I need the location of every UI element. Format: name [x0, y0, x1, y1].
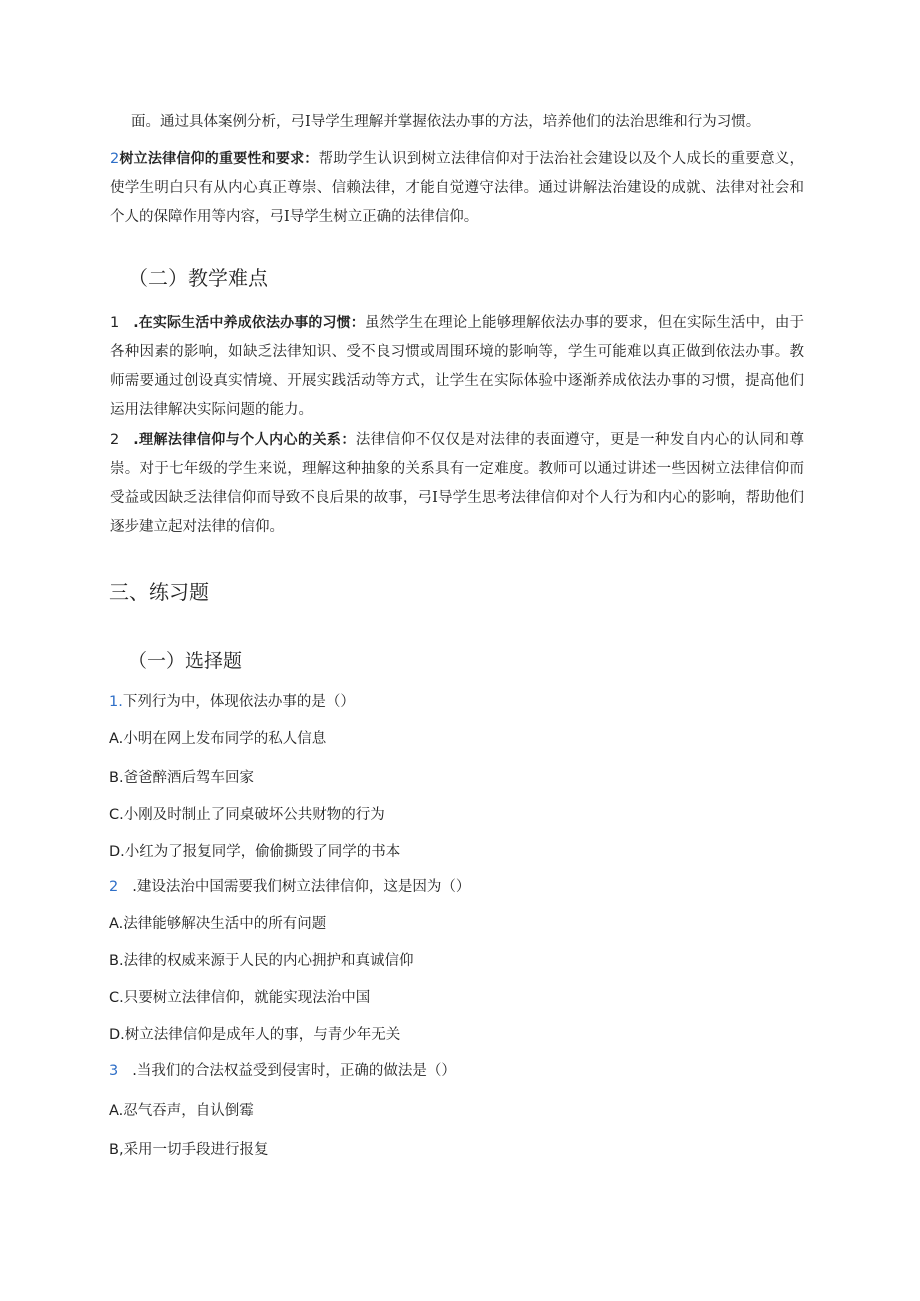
- option-letter: D.: [109, 1027, 125, 1043]
- point-2-body: 帮助学生认识到树立法律信仰对于法治社会建设以及个人成长的重要意义，使学生明白只有从内心真正尊崇、信赖法律，才能自觉遵守法律。通过讲解法治建设的成就、法律对社会和个人的保障作用等内容，弓I导学生树立正确的法律信仰。: [110, 151, 805, 225]
- option-letter: B,: [109, 1142, 124, 1158]
- question-2-stem: .建设法治中国需要我们树立法律信仰，这是因为（）: [132, 879, 471, 895]
- question-2-option-c: [109, 984, 370, 1013]
- question-3-stem: .当我们的合法权益受到侵害时，正确的做法是（）: [132, 1063, 456, 1079]
- option-text: 法律的权威来源于人民的内心拥护和真诚信仰: [123, 953, 414, 969]
- option-letter: A.: [109, 1103, 124, 1119]
- question-2-option-a: [109, 910, 326, 939]
- option-letter: C.: [109, 807, 124, 823]
- option-letter: D.: [109, 844, 125, 860]
- question-1-stem-line: [109, 688, 355, 717]
- question-3-option-a: [109, 1097, 254, 1126]
- option-text: 爸爸醉酒后驾车回家: [123, 770, 255, 786]
- difficulty-item-1-body: 虽然学生在理论上能够理解依法办事的要求，但在实际生活中，由于各种因素的影响，如缺乏法律知识、受不良习惯或周围环境的影响等，学生可能难以真正做到依法办事。教师需要通过创设真实情境、开展实践活动等方式，让学生在实际体验中逐渐养成依法办事的习惯，提高他们运用法律解决实际问题的能力。: [110, 315, 804, 418]
- question-2-option-b: [109, 947, 414, 976]
- option-text: 忍气吞声，自认倒霉: [123, 1103, 254, 1119]
- option-letter: C.: [109, 990, 124, 1006]
- option-text: 小红为了报复同学，偷偷撕毁了同学的书本: [124, 844, 401, 860]
- difficulty-item-1-number: 1: [110, 315, 120, 331]
- question-2-stem-line: [109, 873, 470, 902]
- point-2-title: 树立法律信仰的重要性和要求：: [119, 151, 319, 167]
- question-1-option-d: [109, 838, 400, 867]
- difficulty-item-2: [110, 426, 804, 542]
- option-letter: B.: [109, 953, 124, 969]
- option-letter: B.: [109, 770, 124, 786]
- difficulty-item-2-title: .理解法律信仰与个人内心的关系：: [133, 432, 356, 448]
- question-1-number: 1.: [109, 694, 123, 710]
- question-1-option-a: [109, 725, 326, 754]
- question-3-number: 3: [109, 1063, 119, 1079]
- difficulties-heading: （二）教学难点: [128, 266, 268, 290]
- continuation-text: 面。通过具体案例分析，弓I导学生理解并掌握依法办事的方法，培养他们的法治思维和行为习惯。: [131, 114, 761, 130]
- question-1-stem: 下列行为中，体现依法办事的是（）: [122, 694, 355, 710]
- section-3-heading: 三、练习题: [109, 580, 209, 604]
- question-3-stem-line: [109, 1057, 456, 1086]
- question-3-option-b: [109, 1136, 269, 1165]
- option-text: 小刚及时制止了同桌破坏公共财物的行为: [123, 807, 385, 823]
- option-text: 法律能够解决生活中的所有问题: [123, 916, 327, 932]
- option-text: 小明在网上发布同学的私人信息: [123, 731, 327, 747]
- difficulty-item-2-body: 法律信仰不仅仅是对法律的表面遵守，更是一种发自内心的认同和尊崇。对于七年级的学生来说，理解这种抽象的关系具有一定难度。教师可以通过讲述一些因树立法律信仰而受益或因缺乏法律信仰而导致不良后果的故事，弓I导学生思考法律信仰对个人行为和内心的影响，帮助他们逐步建立起对法律的信仰。: [110, 432, 804, 535]
- difficulty-item-1: [110, 309, 804, 425]
- question-2-number: 2: [109, 879, 119, 895]
- choice-heading: （一）选择题: [128, 650, 243, 672]
- difficulty-item-1-title: .在实际生活中养成依法办事的习惯：: [133, 315, 365, 331]
- option-letter: A.: [109, 731, 124, 747]
- option-text: 只要树立法律信仰，就能实现法治中国: [123, 990, 371, 1006]
- continuation-paragraph: [131, 108, 760, 137]
- question-2-option-d: [109, 1021, 400, 1050]
- point-2-number: 2: [110, 151, 120, 167]
- option-text: 树立法律信仰是成年人的事，与青少年无关: [124, 1027, 401, 1043]
- option-text: 采用一切手段进行报复: [123, 1142, 269, 1158]
- question-1-option-c: [109, 801, 385, 830]
- point-2-paragraph: [110, 145, 804, 232]
- question-1-option-b: [109, 764, 254, 793]
- difficulty-item-2-number: 2: [110, 432, 120, 448]
- option-letter: A.: [109, 916, 124, 932]
